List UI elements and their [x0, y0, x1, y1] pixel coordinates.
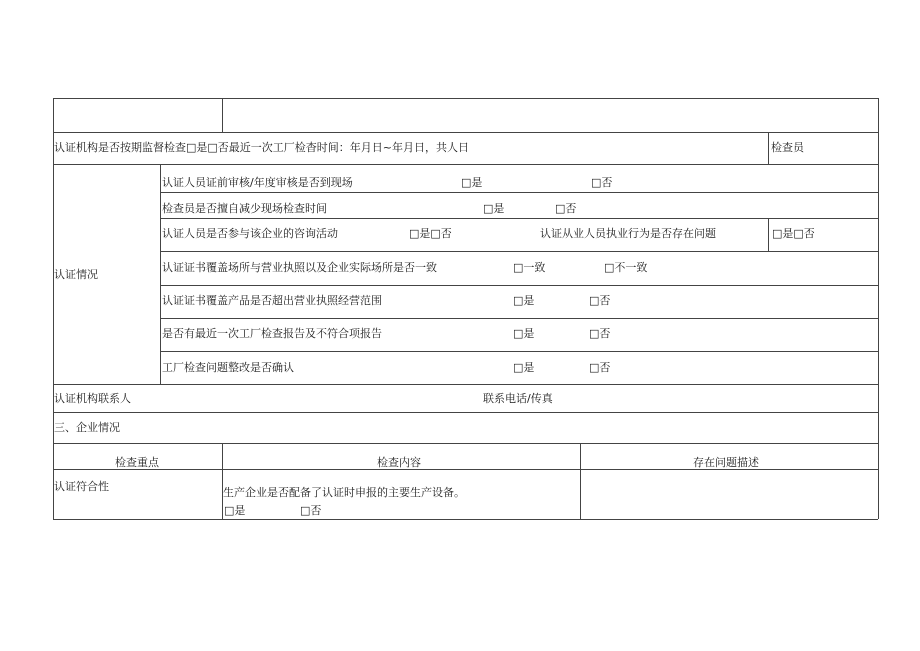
cert-q3b-text: 认证从业人员执业行为是否存在问题: [540, 227, 716, 240]
row-rule: [53, 132, 878, 133]
compliance-question: 生产企业是否配备了认证时申报的主要生产设备。: [223, 486, 465, 499]
cert-q4-no-option[interactable]: □不一致: [604, 261, 648, 274]
cert-q6-no-option[interactable]: □否: [589, 327, 611, 340]
col-rule: [580, 443, 581, 519]
row-rule: [160, 318, 878, 319]
cert-q7-no-option[interactable]: □否: [589, 361, 611, 374]
col-rule: [222, 443, 223, 519]
row-rule: [53, 164, 878, 165]
cert-q3-options[interactable]: □是□否: [409, 227, 452, 240]
cert-contact-label: 认证机构联系人: [54, 392, 131, 405]
cert-q5-yes-option[interactable]: □是: [513, 294, 535, 307]
row-rule: [53, 412, 878, 413]
col-rule: [768, 132, 769, 164]
table-top-border: [53, 98, 878, 99]
col-rule: [768, 218, 769, 251]
compliance-yes-option[interactable]: □是: [224, 504, 246, 517]
table-right-border: [878, 98, 879, 519]
cert-q1-text: 认证人员证前审核/年度审核是否到现场: [162, 176, 353, 189]
compliance-label: 认证符合性: [54, 480, 109, 493]
phone-fax-label: 联系电话/传真: [483, 392, 553, 405]
cert-q6-yes-option[interactable]: □是: [513, 327, 535, 340]
row-rule: [160, 218, 878, 219]
section-enterprise-heading: 三、企业情况: [54, 421, 120, 434]
cert-situation-label: 认证情况: [54, 268, 98, 281]
cert-q5-no-option[interactable]: □否: [589, 294, 611, 307]
table-left-border: [53, 98, 54, 519]
row-rule: [53, 384, 878, 385]
cert-q2-yes-option[interactable]: □是: [483, 202, 505, 215]
cert-q6-text: 是否有最近一次工厂检查报告及不符合项报告: [162, 327, 382, 340]
cert-q3-text: 认证人员是否参与该企业的咨询活动: [162, 227, 338, 240]
cert-q1-yes-option[interactable]: □是: [461, 176, 483, 189]
cert-q2-text: 检查员是否擅自减少现场检查时间: [162, 202, 327, 215]
cert-q7-yes-option[interactable]: □是: [513, 361, 535, 374]
cert-q7-text: 工厂检查问题整改是否确认: [162, 361, 294, 374]
inspector-label: 检查员: [771, 141, 804, 154]
row-rule: [160, 351, 878, 352]
cert-q4-text: 认证证书覆盖场所与营业执照以及企业实际场所是否一致: [162, 261, 437, 274]
cert-q1-no-option[interactable]: □否: [591, 176, 613, 189]
row-rule: [160, 251, 878, 252]
col-rule: [222, 98, 223, 132]
cert-q2-no-option[interactable]: □否: [555, 202, 577, 215]
supervision-check-text: 认证机构是否按期监督检查□是□否最近一次工厂检杳时间：年月日~年月日，共人日: [54, 141, 470, 154]
col-rule: [160, 164, 161, 384]
cert-q4-yes-option[interactable]: □一致: [513, 261, 546, 274]
col-header-problem: 存在问题描述: [693, 456, 759, 469]
row-rule: [160, 192, 878, 193]
col-header-content: 检查内容: [377, 456, 421, 469]
row-rule: [160, 285, 878, 286]
table-bottom-border: [53, 519, 878, 520]
cert-q5-text: 认证证书覆盖产品是否超出营业执照经营范围: [162, 294, 382, 307]
cert-q3b-options[interactable]: □是□否: [772, 227, 815, 240]
compliance-no-option[interactable]: □否: [300, 504, 322, 517]
row-rule: [53, 443, 878, 444]
col-header-focus: 检查重点: [115, 456, 159, 469]
